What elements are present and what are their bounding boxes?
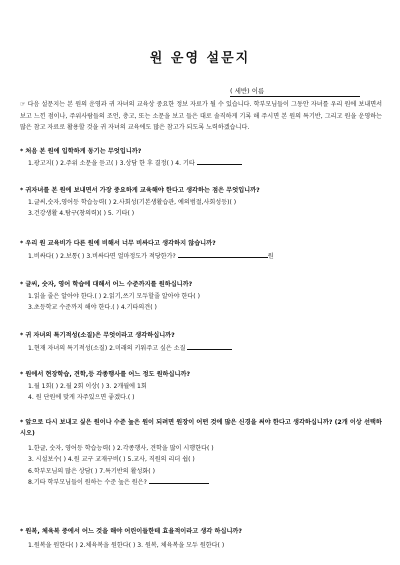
question-3: * 우리 원 교육비가 다른 원에 비해서 너무 비싸다고 생각하지 않습니까? (20, 240, 216, 247)
question-4-options (28, 291, 390, 314)
option-line[interactable]: 1.글씨,숫자,영어등 학습능력( ) 2.사회성(기본생활습관, 예의범절,사회성등)( ) (28, 199, 237, 206)
option-line[interactable]: 6.학부모님의 많은 상담( ) 7.특기반의 활성화( ) (28, 467, 155, 475)
question-3-options (28, 251, 390, 262)
option-line[interactable]: 1.읽을 줄은 알아야 한다.( ) 2.읽기,쓰기 모두할줄 알아야 한다( ) (28, 293, 200, 300)
answer-blank[interactable] (197, 158, 242, 165)
answer-blank[interactable] (187, 343, 232, 350)
respondent-name-field[interactable]: ( 세반) 이름 (230, 86, 360, 97)
question-7: * 앞으로 다시 보내고 싶은 원이나 수준 높은 원이 되려면 원장이 어떤 것에 많은 신경을 써야 한다고 생각하십니까? (2개 이상 선택하시오) (20, 419, 382, 438)
option-line[interactable]: 4. 원 단원에 맞게 자주있으면 좋겠다.( ) (28, 394, 135, 402)
question-5: * 귀 자녀의 특기적성(소질)은 무엇이라고 생각하십니까? (20, 332, 175, 339)
answer-blank[interactable] (178, 251, 268, 258)
option-line[interactable]: 3.초등학교 수준까지 해야 한다.( ) 4.기타의견( ) (28, 304, 157, 312)
option-line[interactable]: 1.한글, 숫자, 영어등 학습능력( ) 2.각종행사, 견학을 많이 시행한다( ) (28, 445, 214, 452)
option-line[interactable]: 8.기타 학부모님들이 원하는 수준 높은 원은? (28, 477, 390, 488)
answer-blank[interactable] (149, 477, 209, 484)
question-7-options (28, 443, 390, 489)
question-8-options (28, 540, 390, 551)
option-line[interactable]: 1.광고지( ) 2.주위 소문을 듣고( ) 3.상담 한 후 결정( ) 4. 기타 (28, 158, 390, 169)
page-title: 원 운영 설문지 (149, 51, 251, 66)
intro-paragraph: ☞ 다음 설문지는 본 원의 운영과 귀 자녀의 교육상 중요한 정보 자료가 될 수 있습니다. 학부모님들이 그동안 자녀를 우리 원에 보내면서 보고 느낀 점이나, 주위사람들의 조언, 충고, 또는 소문을 보고 들은 대로 솔직하게 기록 해 주시면 본 원의 특기반, 그리고 원을 운영하는 많은 참고 자료로 활용할 것을 귀 자녀의 교육에도 많은 참고가 되도록 노력하겠습니다. (20, 101, 382, 132)
option-line[interactable]: 1.원복을 원한다( ) 2.체육복을 원한다( ) 3. 원복, 체육복을 모두 원한다( ) (28, 542, 225, 549)
question-2: * 귀자녀를 본 원에 보내면서 가장 중요하게 교육해야 한다고 생각하는 점은 무엇입니까? (20, 187, 260, 194)
question-1-options (28, 158, 390, 169)
option-line[interactable]: 1.비싸다( ) 2.보통( ) 3.비싸다면 얼마정도가 적당한가? 원 (28, 253, 274, 260)
option-line[interactable]: 1.월 1회( ) 2.월 2회 이상( ) 3. 2개월에 1회 (28, 383, 147, 390)
option-line[interactable]: 3. 시설보수( ) 4.원 교구 교재구비( ) 5.교사, 직원의 리더 쉽( ) (28, 456, 195, 464)
question-5-options (28, 343, 390, 354)
question-6: * 원에서 현장학습, 견학,등 각종행사를 어느 정도 원하십니까? (20, 371, 191, 378)
question-4: * 글씨, 숫자, 영어 학습에 대해서 어느 수준까지를 원하십니까? (20, 281, 193, 288)
question-1: * 처음 본 원에 입학하게 동기는 무엇입니까? (20, 148, 142, 155)
option-line[interactable]: 1.현재 자녀의 특기적성(소질) 2.미래의 키워주고 싶은 소질 (28, 343, 390, 354)
question-6-options (28, 381, 390, 404)
option-line[interactable]: 3.건강생활 4.탐구(창의력)( ) 5. 기타( ) (28, 210, 135, 218)
question-8: * 원복, 체육복 중에서 어느 것을 해야 어린이들한테 효율적이라고 생각 하십니까? (20, 528, 242, 535)
question-2-options (28, 197, 390, 220)
